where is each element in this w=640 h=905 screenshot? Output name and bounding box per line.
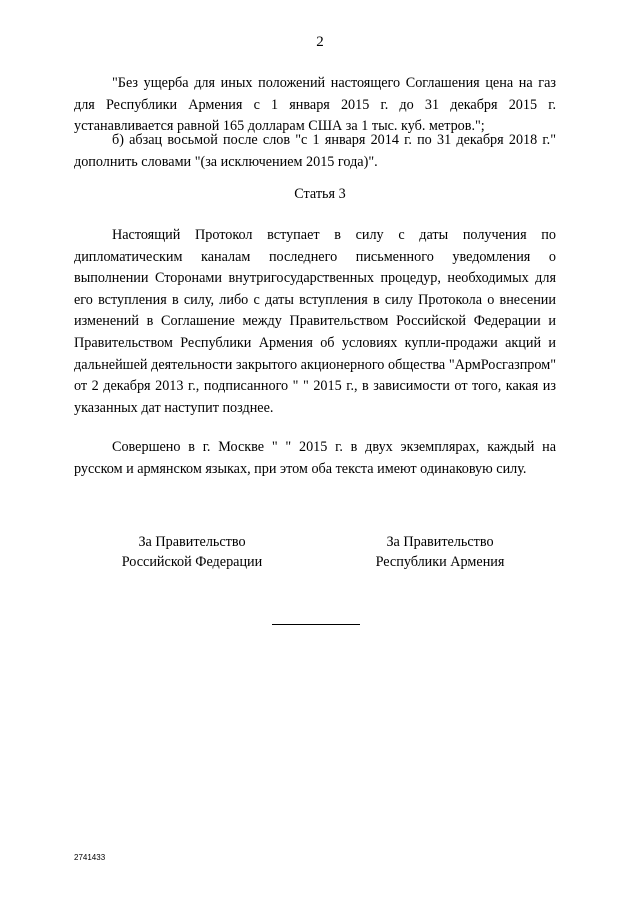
paragraph-price-clause: "Без ущерба для иных положений настоящего Соглашения цена на газ для Республики Армения с 1 января 2015 г. до 31 декабря 2015 г. устанавливается равной 165 долларам США за 1 тыс. куб. метров.";	[74, 75, 556, 135]
article-title: Статья 3	[294, 186, 346, 202]
paragraph-done-at: Совершено в г. Москве " " 2015 г. в двух экземплярах, каждый на русском и армянском языках, при этом оба текста имеют одинаковую силу.	[74, 439, 556, 477]
signature-label: За Правительство	[386, 534, 494, 550]
signature-block-armenia	[340, 532, 540, 572]
signature-label: За Правительство	[138, 534, 246, 550]
paragraph-entry-into-force: Настоящий Протокол вступает в силу с даты получения по дипломатическим каналам последнего письменного уведомления о выполнении Сторонами внутригосударственных процедур, необходимых для его вступления в силу, либо с даты вступления в силу Протокола о внесении изменений в Соглашение между Правительством Российской Федерации и Правительством Республики Армения об условиях купли-продажи акций и дальнейшей деятельности закрытого акционерного общества "АрмРосгазпром" от 2 декабря 2013 г., подписанного " " 2015 г., в зависимости от того, какая из указанных дат наступит позднее.	[74, 227, 556, 416]
document-code: 2741433	[74, 853, 106, 862]
paragraph-amendment-b: б) абзац восьмой после слов "с 1 января 2014 г. по 31 декабря 2018 г." дополнить словами "(за исключением 2015 года)".	[74, 132, 556, 170]
signature-party: Республики Армения	[375, 554, 505, 570]
page-number: 2	[316, 34, 324, 50]
separator-line	[272, 624, 360, 625]
signature-party: Российской Федерации	[121, 554, 263, 570]
signature-block-russia	[92, 532, 292, 572]
